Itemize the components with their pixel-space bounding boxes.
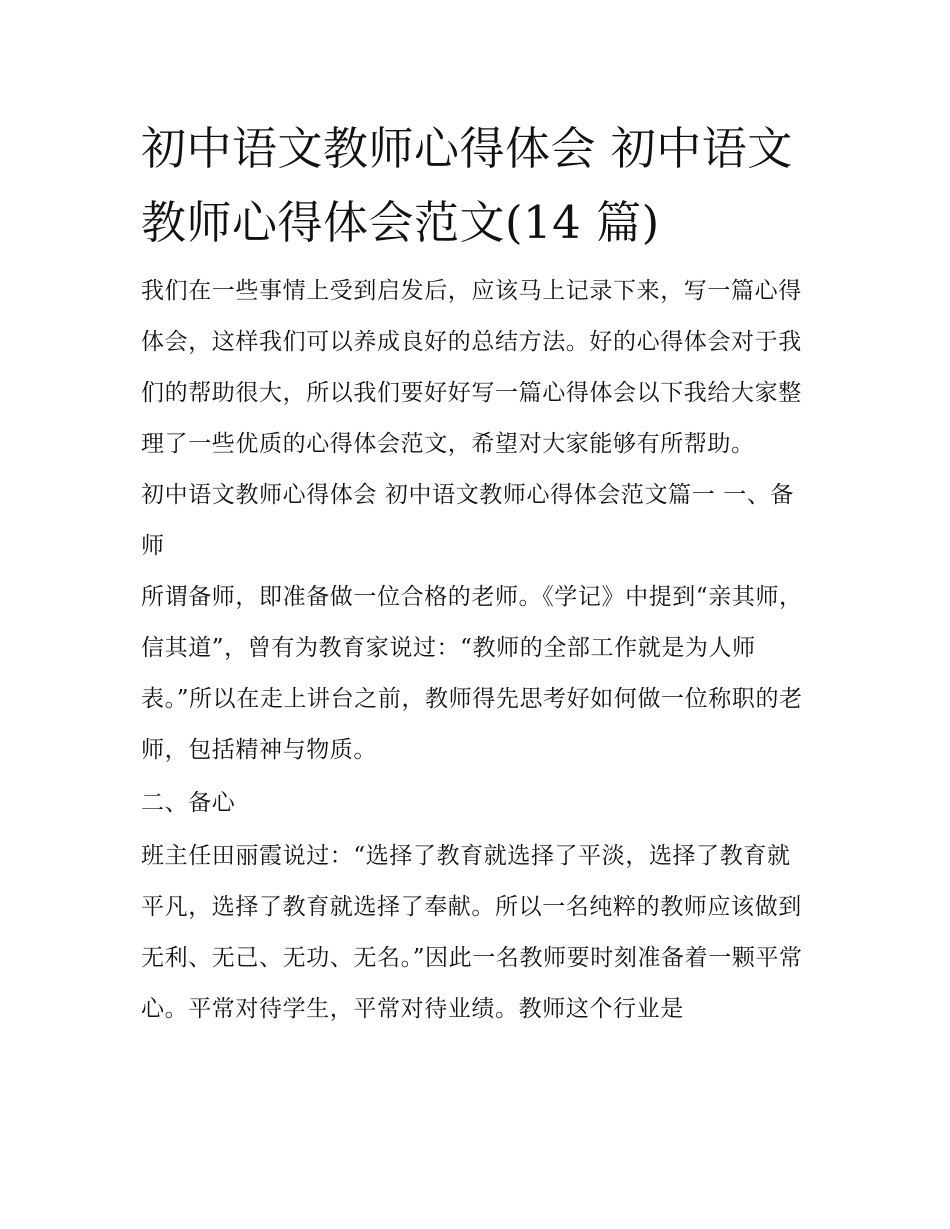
paragraph-bei-xin: 班主任田丽霞说过：“选择了教育就选择了平淡，选择了教育就平凡，选择了教育就选择了奉献。所以一名纯粹的教师应该做到无利、无己、无功、无名。”因此一名教师要时刻准备着一颗平常心。平常对待学生，平常对待业绩。教师这个行业是 — [141, 843, 803, 1022]
paragraph-bei-shi: 所谓备师，即准备做一位合格的老师。《学记》中提到“亲其师，信其道”，曾有为教育家说过：“教师的全部工作就是为人师表。”所以在走上讲台之前，教师得先思考好如何做一位称职的老师，包括精神与物质。 — [141, 584, 803, 763]
section-heading-part-one: 初中语文教师心得体会 初中语文教师心得体会范文篇一 一、备师 — [141, 482, 795, 559]
document-title: 初中语文教师心得体会 初中语文教师心得体会范文(14 篇) — [141, 122, 793, 249]
intro-paragraph: 我们在一些事情上受到启发后，应该马上记录下来，写一篇心得体会，这样我们可以养成良好的总结方法。好的心得体会对于我们的帮助很大，所以我们要好好写一篇心得体会以下我给大家整理了一些优质的心得体会范文，希望对大家能够有所帮助。 — [141, 278, 802, 457]
document-body — [141, 112, 813, 1035]
section-heading-bei-xin: 二、备心 — [141, 790, 236, 816]
